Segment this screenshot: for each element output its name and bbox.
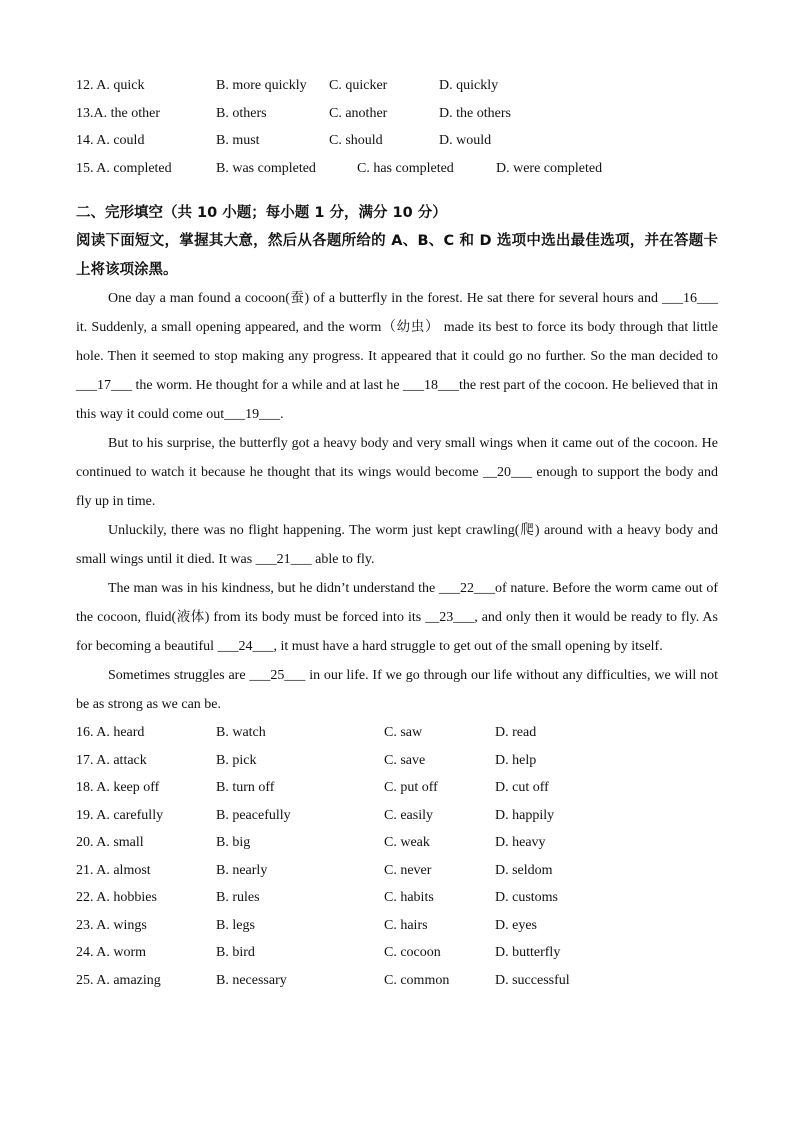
option-b: B. nearly: [216, 862, 268, 878]
question-row-25: [76, 967, 718, 995]
question-row-16: [76, 719, 718, 747]
option-c: C. habits: [384, 890, 434, 905]
option-a: 24. A. worm: [76, 945, 146, 960]
cloze-options: [76, 719, 718, 994]
option-a: 23. A. wings: [76, 917, 147, 933]
option-a: 21. A. almost: [76, 862, 151, 878]
option-a: 15. A. completed: [76, 160, 172, 176]
question-row-19: [76, 802, 718, 830]
option-a: 12. A. quick: [76, 78, 145, 93]
chinese-gloss: 爬: [519, 522, 535, 538]
option-c: C. another: [329, 105, 388, 121]
option-d: D. eyes: [495, 917, 537, 933]
question-row-24: [76, 939, 718, 967]
option-d: D. quickly: [439, 78, 499, 93]
option-d: D. happily: [495, 807, 555, 823]
option-c: C. never: [384, 862, 432, 878]
option-b: B. turn off: [216, 780, 275, 795]
option-b: B. necessary: [216, 972, 287, 988]
option-a: 25. A. amazing: [76, 972, 161, 988]
option-c: C. common: [384, 972, 450, 988]
option-d: D. the others: [439, 105, 511, 121]
passage-text: ) around with a heavy body and small wings until it died. It was ___21___ able to fly.: [76, 523, 718, 567]
option-d: D. heavy: [495, 835, 546, 850]
option-b: B. others: [216, 105, 267, 121]
option-d: D. successful: [495, 972, 570, 988]
option-d: D. would: [439, 133, 492, 148]
question-row-12: [76, 72, 718, 100]
option-b: B. more quickly: [216, 78, 307, 93]
option-c: C. easily: [384, 807, 433, 823]
option-c: C. save: [384, 752, 426, 768]
question-row-15: [76, 155, 718, 183]
question-row-17: [76, 747, 718, 775]
passage-paragraph-2: But to his surprise, the butterfly got a heavy body and very small wings when it came out of the cocoon. He continued to watch it because he thought that its wings would become __20___ enough to support the body and fly up in time.: [76, 436, 718, 509]
option-d: D. customs: [495, 890, 558, 905]
option-b: B. was completed: [216, 160, 316, 176]
question-row-14: [76, 127, 718, 155]
passage-paragraph-4: [76, 574, 718, 661]
option-b: B. bird: [216, 945, 255, 960]
option-a: 20. A. small: [76, 835, 144, 850]
question-row-23: [76, 912, 718, 940]
passage-paragraph-5: Sometimes struggles are ___25___ in our life. If we go through our life without any difficulties, we will not be as strong as we can be.: [76, 668, 718, 712]
option-b: B. pick: [216, 752, 257, 768]
option-d: D. help: [495, 752, 537, 768]
section-instruction: 阅读下面短文，掌握其大意，然后从各题所给的 A、B、C 和 D 选项中选出最佳选项，并在答题卡上将该项涂黑。: [76, 233, 718, 278]
passage-paragraph-1: [76, 284, 718, 429]
option-c: C. put off: [384, 780, 438, 795]
question-row-21: [76, 857, 718, 885]
question-row-13: [76, 100, 718, 128]
chinese-gloss: 蚕: [289, 290, 305, 306]
section-title: 二、完形填空（共 10 小题；每小题 1 分，满分 10 分）: [76, 205, 447, 221]
option-b: B. must: [216, 133, 260, 148]
chinese-gloss: 幼虫: [396, 319, 425, 335]
question-row-22: [76, 884, 718, 912]
option-d: D. seldom: [495, 862, 553, 878]
option-b: B. rules: [216, 890, 260, 905]
option-b: B. watch: [216, 725, 266, 740]
option-c: C. cocoon: [384, 945, 441, 960]
option-d: D. butterfly: [495, 945, 561, 960]
option-b: B. peacefully: [216, 807, 291, 823]
option-a: 18. A. keep off: [76, 780, 160, 795]
option-c: C. hairs: [384, 917, 428, 933]
option-a: 14. A. could: [76, 133, 145, 148]
option-a: 17. A. attack: [76, 752, 147, 768]
option-d: D. read: [495, 725, 537, 740]
passage-text: One day a man found a cocoon(: [108, 291, 290, 306]
passage-text: The man was in his kindness, but he didn’t understand the ___22___of nature. Before the worm came out of the cocoon, fluid(: [76, 581, 718, 625]
option-b: B. legs: [216, 917, 255, 933]
option-a: 22. A. hobbies: [76, 890, 157, 905]
option-c: C. weak: [384, 835, 430, 850]
option-d: D. were completed: [496, 160, 603, 176]
option-c: C. has completed: [357, 160, 454, 176]
exam-page: [76, 72, 718, 994]
passage-text: Unluckily, there was no flight happening. The worm just kept crawling(: [108, 523, 520, 538]
passage-paragraph-3: [76, 516, 718, 574]
option-a: 19. A. carefully: [76, 807, 164, 823]
multiple-choice-continuation: [76, 72, 718, 182]
option-b: B. big: [216, 835, 251, 850]
passage-text: ） made its best to force its body through that little hole. Then it seemed to stop making any progress. It appeared that it could go no further. So the man decided to ___17___ the worm. He thought for a while and at last he ___18___the rest part of the cocoon. He believed that in this way it could come out___19___.: [76, 320, 719, 422]
option-c: C. quicker: [329, 78, 388, 93]
passage-text: ) of a butterfly in the forest. He sat there for several hours and ___16___ it. Suddenly, a small opening appeared, and the worm（: [76, 291, 719, 335]
chinese-gloss: 液体: [176, 609, 205, 625]
option-c: C. saw: [384, 725, 423, 740]
passage-text: ) from its body must be forced into its __23___, and only then it would be ready to fly. As for becoming a beautiful ___24___, it must have a hard struggle to get out of the small opening by itself.: [76, 610, 718, 654]
option-d: D. cut off: [495, 780, 549, 795]
question-row-18: [76, 774, 718, 802]
option-a: 16. A. heard: [76, 725, 145, 740]
option-a: 13.A. the other: [76, 105, 160, 121]
option-c: C. should: [329, 133, 383, 148]
question-row-20: [76, 829, 718, 857]
